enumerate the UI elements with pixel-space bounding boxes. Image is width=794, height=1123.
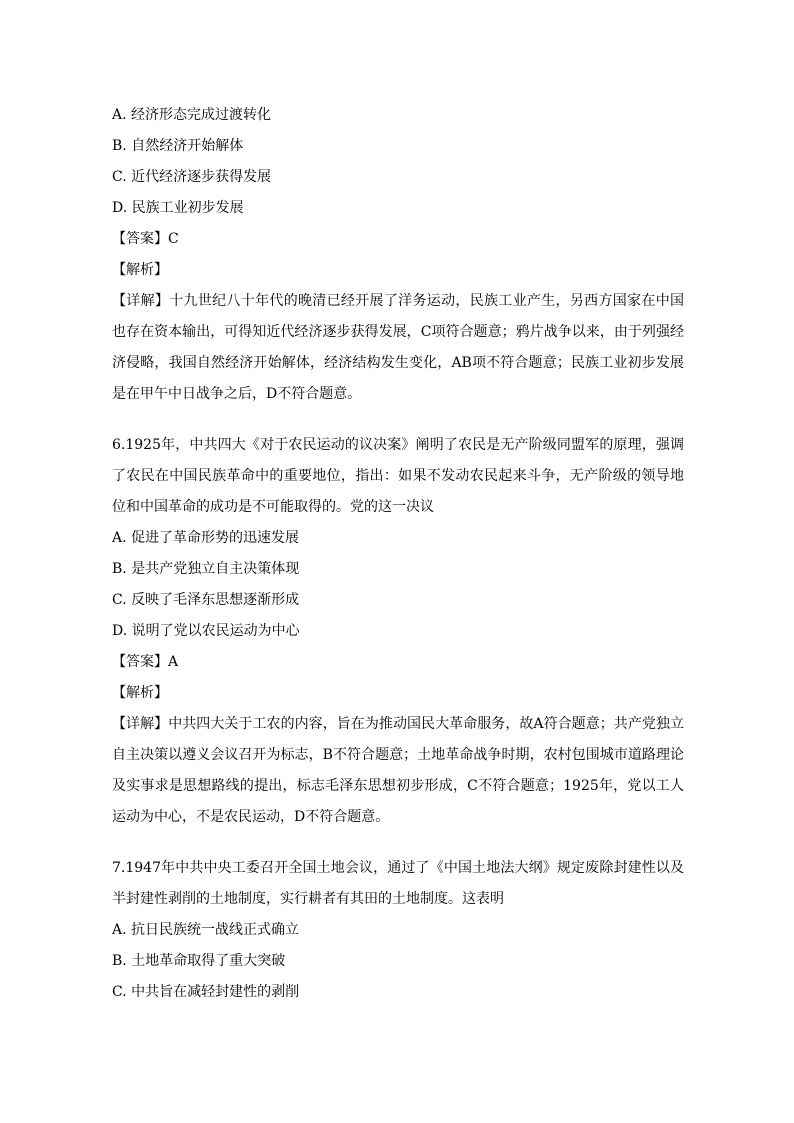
q6-detail: 【详解】中共四大关于工农的内容，旨在为推动国民大革命服务，故A符合题意；共产党独立自主决策以遵义会议召开为标志，B不符合题意；土地革命战争时期，农村包围城市道路理论及实事求是思想路线的提出，标志毛泽东思想初步形成，C不符合题意；1925年，党以工人运动为中心，不是农民运动，D不符合题意。 — [112, 716, 684, 825]
q6-stem: 6.1925年，中共四大《对于农民运动的议决案》阐明了农民是无产阶级同盟军的原理，强调了农民在中国民族革命中的重要地位，指出：如果不发动农民起来斗争，无产阶级的领导地位和中国革命的成功是不可能取得的。党的这一决议 — [112, 437, 684, 515]
q5-option-c: C. 近代经济逐步获得发展 — [112, 169, 272, 185]
question-7-block — [112, 853, 684, 1008]
q6-option-b: B. 是共产党独立自主决策体现 — [112, 561, 300, 577]
q6-option-d: D. 说明了党以农民运动为中心 — [112, 623, 300, 639]
q7-option-c: C. 中共旨在减轻封建性的剥削 — [112, 984, 300, 1000]
q5-option-d: D. 民族工业初步发展 — [112, 200, 244, 216]
q7-option-b: B. 土地革命取得了重大突破 — [112, 953, 286, 969]
spacer — [112, 410, 684, 430]
question-5-block — [112, 100, 684, 410]
question-6-block — [112, 430, 684, 833]
document-page — [112, 100, 684, 1008]
q7-stem: 7.1947年中共中央工委召开全国土地会议，通过了《中国土地法大纲》规定废除封建性以及半封建性剥削的土地制度，实行耕者有其田的土地制度。这表明 — [112, 860, 684, 907]
spacer — [112, 833, 684, 853]
q5-option-a: A. 经济形态完成过渡转化 — [112, 107, 272, 123]
q5-option-b: B. 自然经济开始解体 — [112, 138, 244, 154]
q6-answer: 【答案】A — [112, 654, 179, 670]
q6-option-c: C. 反映了毛泽东思想逐渐形成 — [112, 592, 300, 608]
q6-option-a: A. 促进了革命形势的迅速发展 — [112, 530, 300, 546]
q6-analysis-label: 【解析】 — [112, 685, 168, 701]
q5-answer: 【答案】C — [112, 231, 179, 247]
q5-analysis-label: 【解析】 — [112, 262, 168, 278]
q5-detail: 【详解】十九世纪八十年代的晚清已经开展了洋务运动，民族工业产生，另西方国家在中国也存在资本输出，可得知近代经济逐步获得发展，C项符合题意；鸦片战争以来，由于列强经济侵略，我国自然经济开始解体，经济结构发生变化，AB项不符合题意；民族工业初步发展是在甲午中日战争之后，D不符合题意。 — [112, 293, 684, 402]
q7-option-a: A. 抗日民族统一战线正式确立 — [112, 922, 300, 938]
